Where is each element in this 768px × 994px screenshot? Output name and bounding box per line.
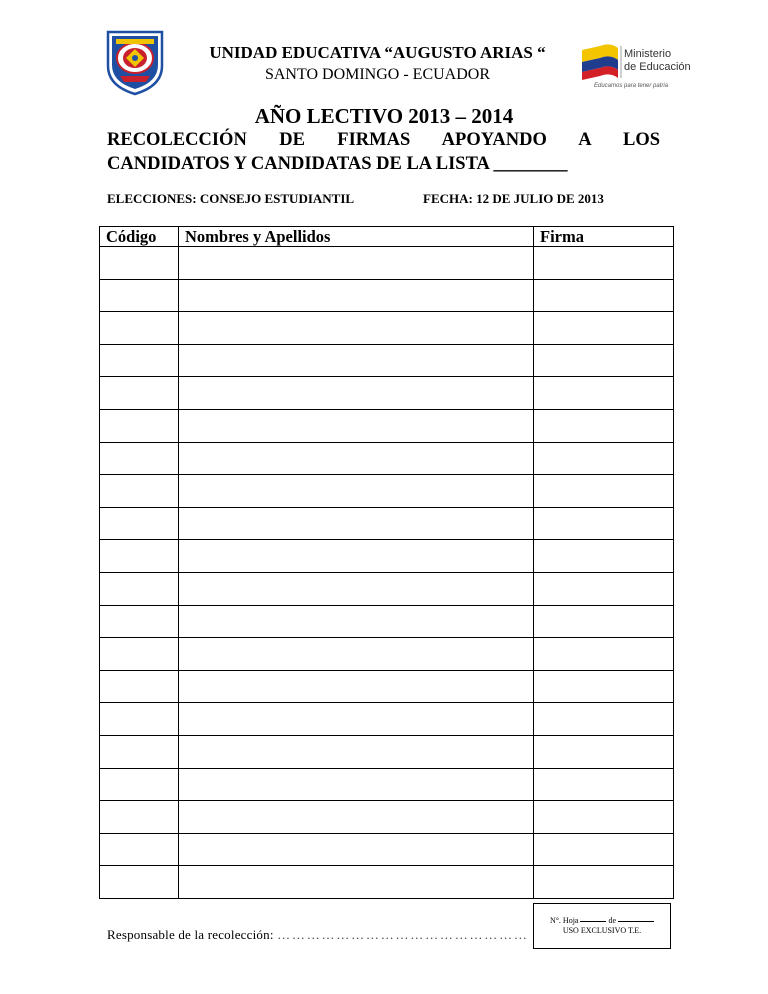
table-row <box>100 638 674 671</box>
cell-signature[interactable] <box>534 801 674 834</box>
cell-names[interactable] <box>179 475 534 508</box>
cell-code[interactable] <box>100 768 179 801</box>
subtitle-line-1: RECOLECCIÓN DE FIRMAS APOYANDO A LOS <box>107 130 660 150</box>
cell-names[interactable] <box>179 605 534 638</box>
cell-code[interactable] <box>100 866 179 899</box>
cell-code[interactable] <box>100 475 179 508</box>
cell-code[interactable] <box>100 801 179 834</box>
table-row <box>100 572 674 605</box>
cell-names[interactable] <box>179 833 534 866</box>
crest-shield-icon <box>104 28 166 96</box>
cell-signature[interactable] <box>534 507 674 540</box>
cell-signature[interactable] <box>534 866 674 899</box>
cell-signature[interactable] <box>534 703 674 736</box>
cell-names[interactable] <box>179 247 534 280</box>
cell-code[interactable] <box>100 442 179 475</box>
cell-names[interactable] <box>179 279 534 312</box>
cell-signature[interactable] <box>534 409 674 442</box>
cell-signature[interactable] <box>534 312 674 345</box>
cell-signature[interactable] <box>534 540 674 573</box>
responsible-label: Responsable de la recolección: <box>107 927 274 942</box>
cell-names[interactable] <box>179 409 534 442</box>
table-row <box>100 247 674 280</box>
table-row <box>100 833 674 866</box>
cell-code[interactable] <box>100 605 179 638</box>
school-year-title: AÑO LECTIVO 2013 – 2014 <box>254 104 514 128</box>
table-header-row <box>100 227 674 247</box>
column-header-code: Código <box>100 227 179 247</box>
cell-code[interactable] <box>100 312 179 345</box>
cell-names[interactable] <box>179 801 534 834</box>
cell-names[interactable] <box>179 638 534 671</box>
cell-code[interactable] <box>100 409 179 442</box>
cell-names[interactable] <box>179 703 534 736</box>
cell-code[interactable] <box>100 247 179 280</box>
column-header-signature: Firma <box>534 227 674 247</box>
table-row <box>100 279 674 312</box>
table-row <box>100 670 674 703</box>
cell-signature[interactable] <box>534 279 674 312</box>
cell-code[interactable] <box>100 572 179 605</box>
cell-code[interactable] <box>100 833 179 866</box>
cell-names[interactable] <box>179 377 534 410</box>
cell-signature[interactable] <box>534 638 674 671</box>
responsible-dots: …………………………………………… <box>277 927 529 942</box>
date-label: FECHA: 12 DE JULIO DE 2013 <box>423 191 604 206</box>
cell-names[interactable] <box>179 768 534 801</box>
cell-names[interactable] <box>179 866 534 899</box>
ministry-text-line1: Ministerio <box>624 48 672 60</box>
cell-names[interactable] <box>179 540 534 573</box>
cell-signature[interactable] <box>534 572 674 605</box>
table-row <box>100 768 674 801</box>
sheet-number-row <box>534 916 670 926</box>
ministry-tagline: Educamos para tener patria <box>594 83 669 89</box>
column-header-names: Nombres y Apellidos <box>179 227 534 247</box>
cell-signature[interactable] <box>534 670 674 703</box>
cell-code[interactable] <box>100 344 179 377</box>
table-row <box>100 312 674 345</box>
cell-code[interactable] <box>100 638 179 671</box>
table-row <box>100 344 674 377</box>
table-row <box>100 540 674 573</box>
school-name: UNIDAD EDUCATIVA “AUGUSTO ARIAS “ <box>209 43 546 62</box>
school-location: SANTO DOMINGO - ECUADOR <box>264 66 491 83</box>
document-subtitle <box>107 128 660 176</box>
responsible-line <box>107 927 529 943</box>
table-row <box>100 866 674 899</box>
sheet-total-blank[interactable] <box>618 921 654 922</box>
table-row <box>100 735 674 768</box>
electoral-tribunal-box <box>533 903 671 949</box>
cell-signature[interactable] <box>534 377 674 410</box>
sheet-number-blank[interactable] <box>580 921 606 922</box>
cell-names[interactable] <box>179 670 534 703</box>
cell-code[interactable] <box>100 670 179 703</box>
cell-signature[interactable] <box>534 344 674 377</box>
table-row <box>100 605 674 638</box>
cell-names[interactable] <box>179 312 534 345</box>
table-row <box>100 507 674 540</box>
cell-code[interactable] <box>100 377 179 410</box>
school-crest-logo <box>104 28 166 96</box>
table-row <box>100 377 674 410</box>
cell-names[interactable] <box>179 507 534 540</box>
cell-signature[interactable] <box>534 605 674 638</box>
table-row <box>100 801 674 834</box>
cell-signature[interactable] <box>534 475 674 508</box>
table-row <box>100 475 674 508</box>
cell-code[interactable] <box>100 507 179 540</box>
cell-signature[interactable] <box>534 735 674 768</box>
cell-signature[interactable] <box>534 833 674 866</box>
cell-names[interactable] <box>179 442 534 475</box>
sheet-label: N°. Hoja <box>549 916 579 925</box>
cell-code[interactable] <box>100 540 179 573</box>
cell-code[interactable] <box>100 279 179 312</box>
cell-signature[interactable] <box>534 768 674 801</box>
sheet-of-label: de <box>608 916 617 925</box>
subtitle-line-2: CANDIDATOS Y CANDIDATAS DE LA LISTA ________ <box>107 154 568 174</box>
table-row <box>100 409 674 442</box>
ministry-text-line2: de Educación <box>624 61 691 73</box>
cell-names[interactable] <box>179 572 534 605</box>
table-row <box>100 703 674 736</box>
elections-label: ELECCIONES: CONSEJO ESTUDIANTIL <box>107 191 355 206</box>
cell-code[interactable] <box>100 735 179 768</box>
cell-code[interactable] <box>100 703 179 736</box>
cell-signature[interactable] <box>534 247 674 280</box>
exclusive-use-label: USO EXCLUSIVO T.E. <box>562 926 642 935</box>
signature-table <box>99 226 674 899</box>
cell-signature[interactable] <box>534 442 674 475</box>
ministry-education-logo <box>580 40 692 96</box>
cell-names[interactable] <box>179 735 534 768</box>
cell-names[interactable] <box>179 344 534 377</box>
table-row <box>100 442 674 475</box>
